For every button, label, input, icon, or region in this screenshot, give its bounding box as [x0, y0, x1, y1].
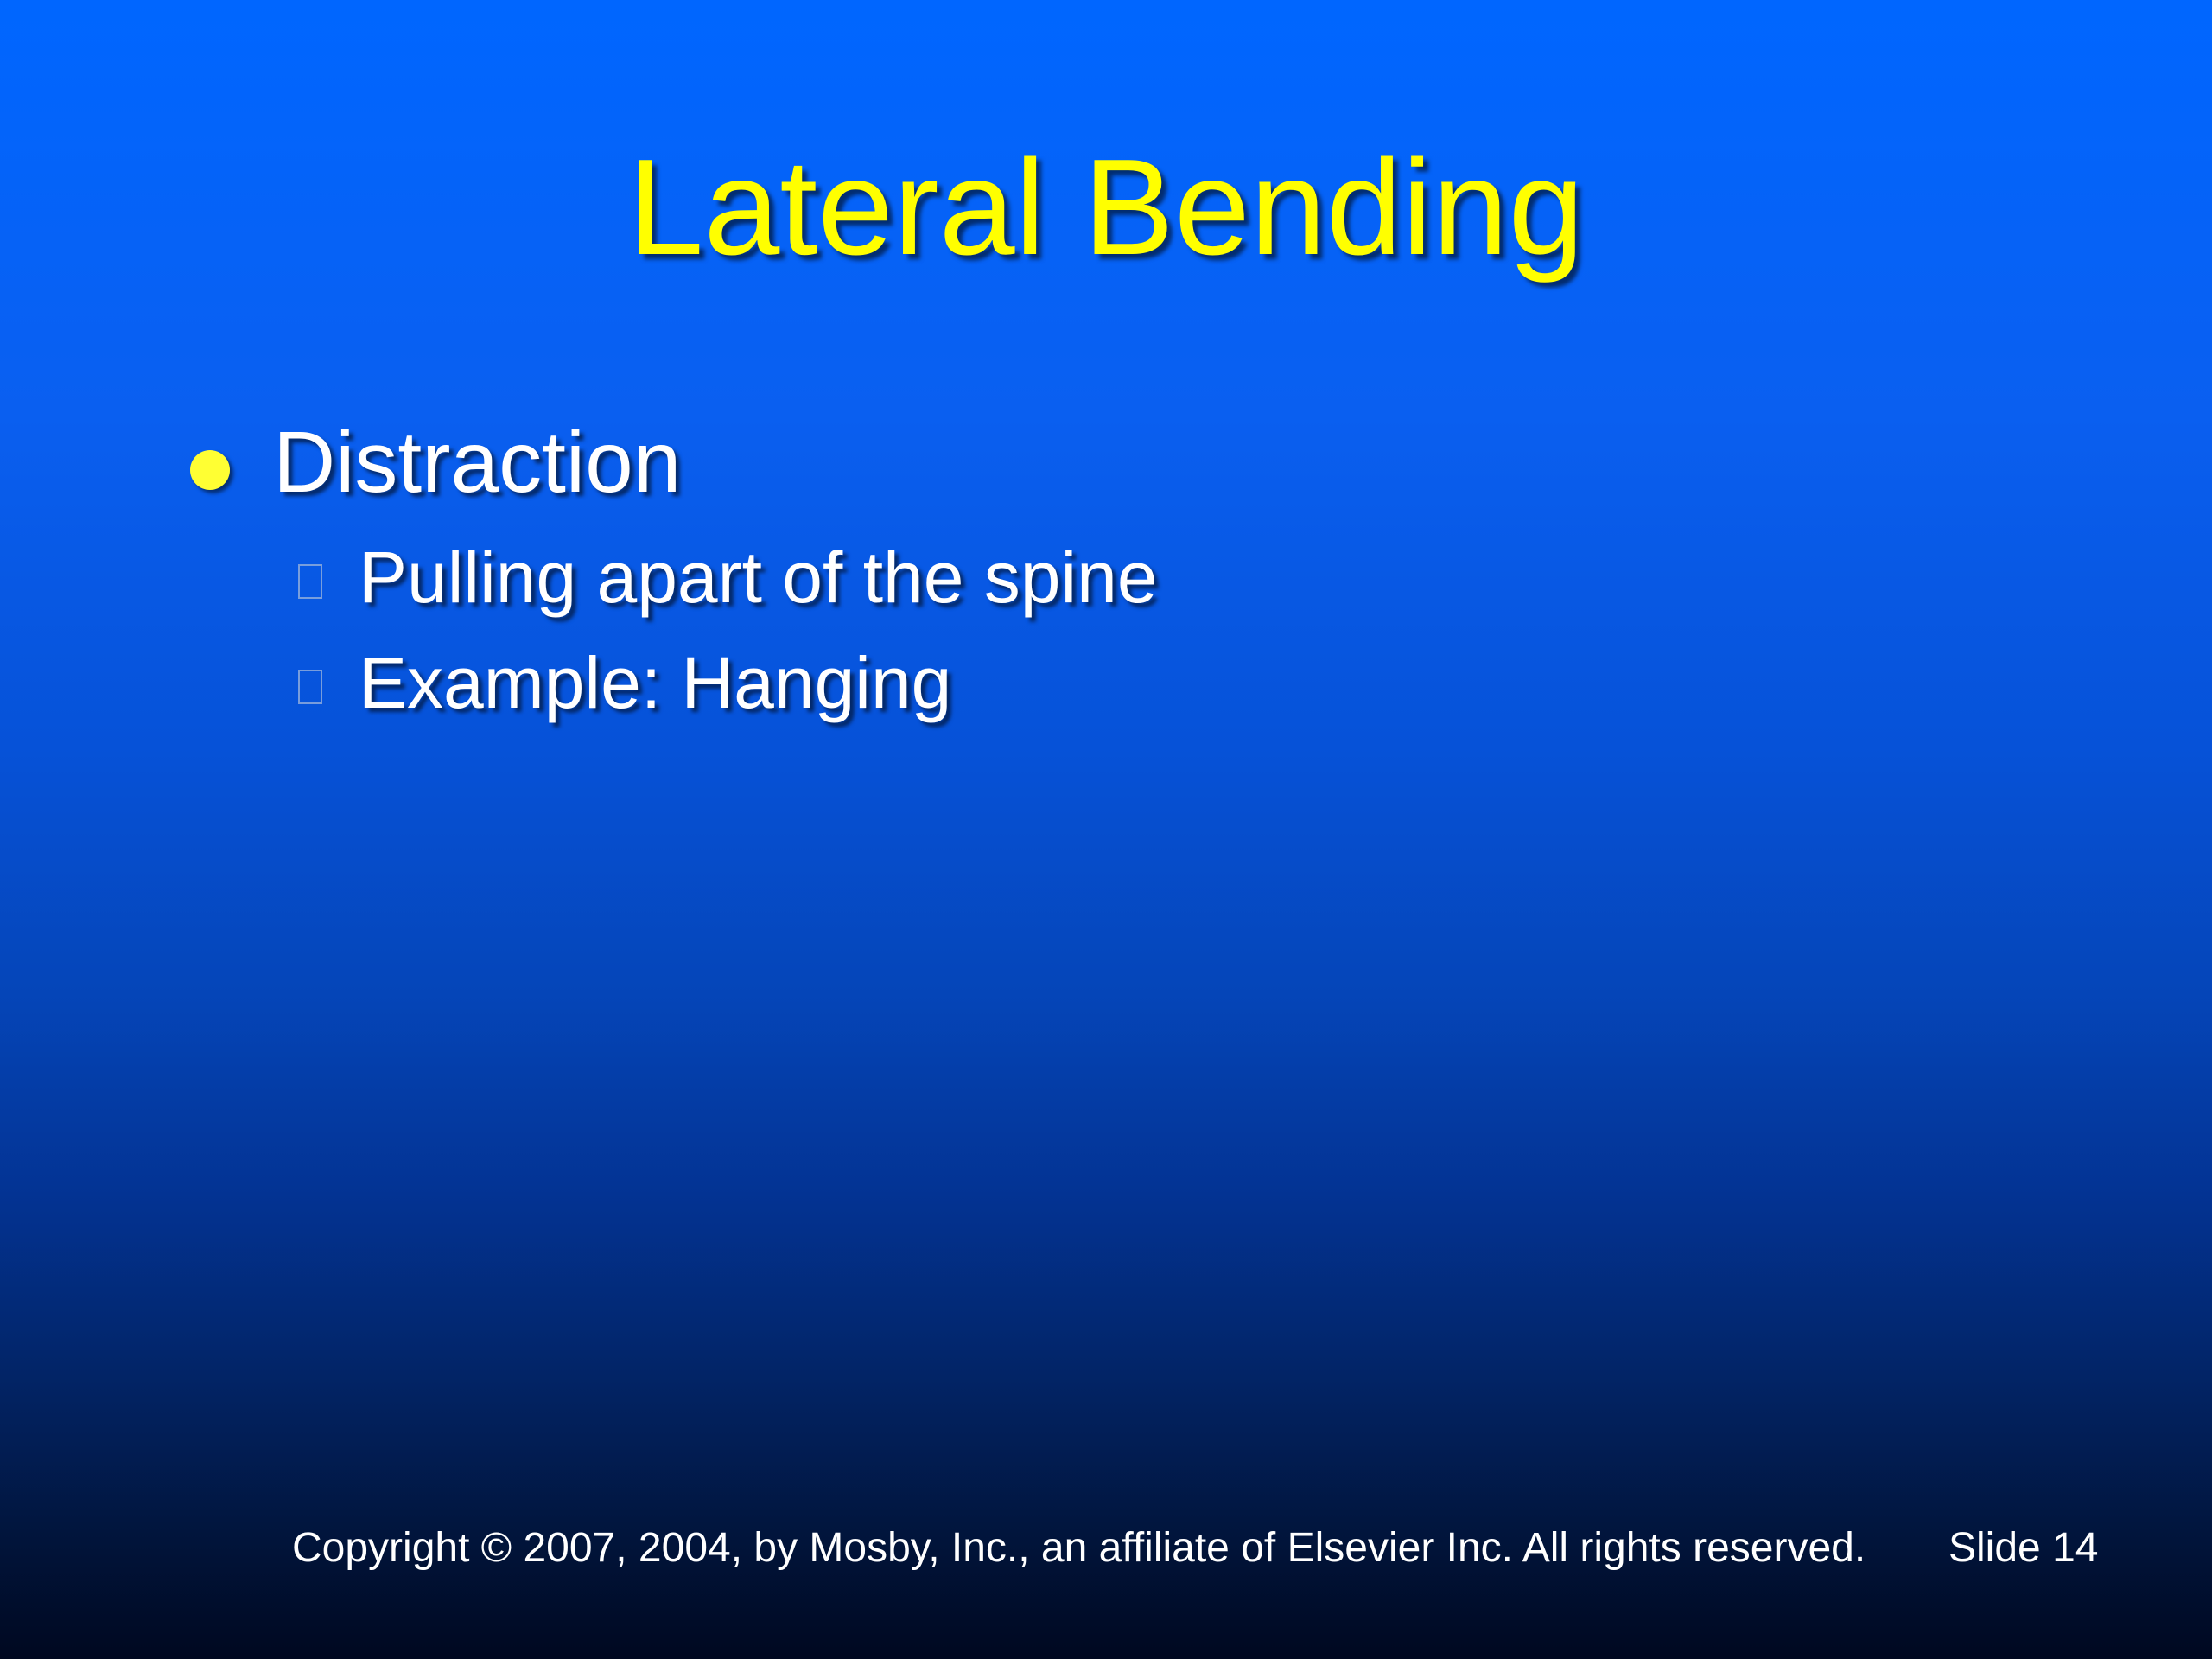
bullet-item: [190, 415, 681, 510]
bullet-dot-icon: [190, 450, 230, 490]
copyright-footer: Copyright © 2007, 2004, by Mosby, Inc., an affiliate of Elsevier Inc. All rights reserved.: [292, 1525, 1866, 1571]
sub-bullet-item: [298, 639, 951, 726]
slide-number: Slide 14: [1948, 1525, 2099, 1571]
slide-title: Lateral Bending: [627, 131, 1585, 283]
bullet-text: Distraction: [273, 414, 682, 511]
sub-bullet-text: Example: Hanging: [359, 642, 952, 723]
sub-bullet-icon: [298, 564, 322, 599]
sub-bullet-text: Pulling apart of the spine: [359, 537, 1158, 618]
sub-bullet-item: [298, 534, 1158, 620]
sub-bullet-icon: [298, 670, 322, 704]
